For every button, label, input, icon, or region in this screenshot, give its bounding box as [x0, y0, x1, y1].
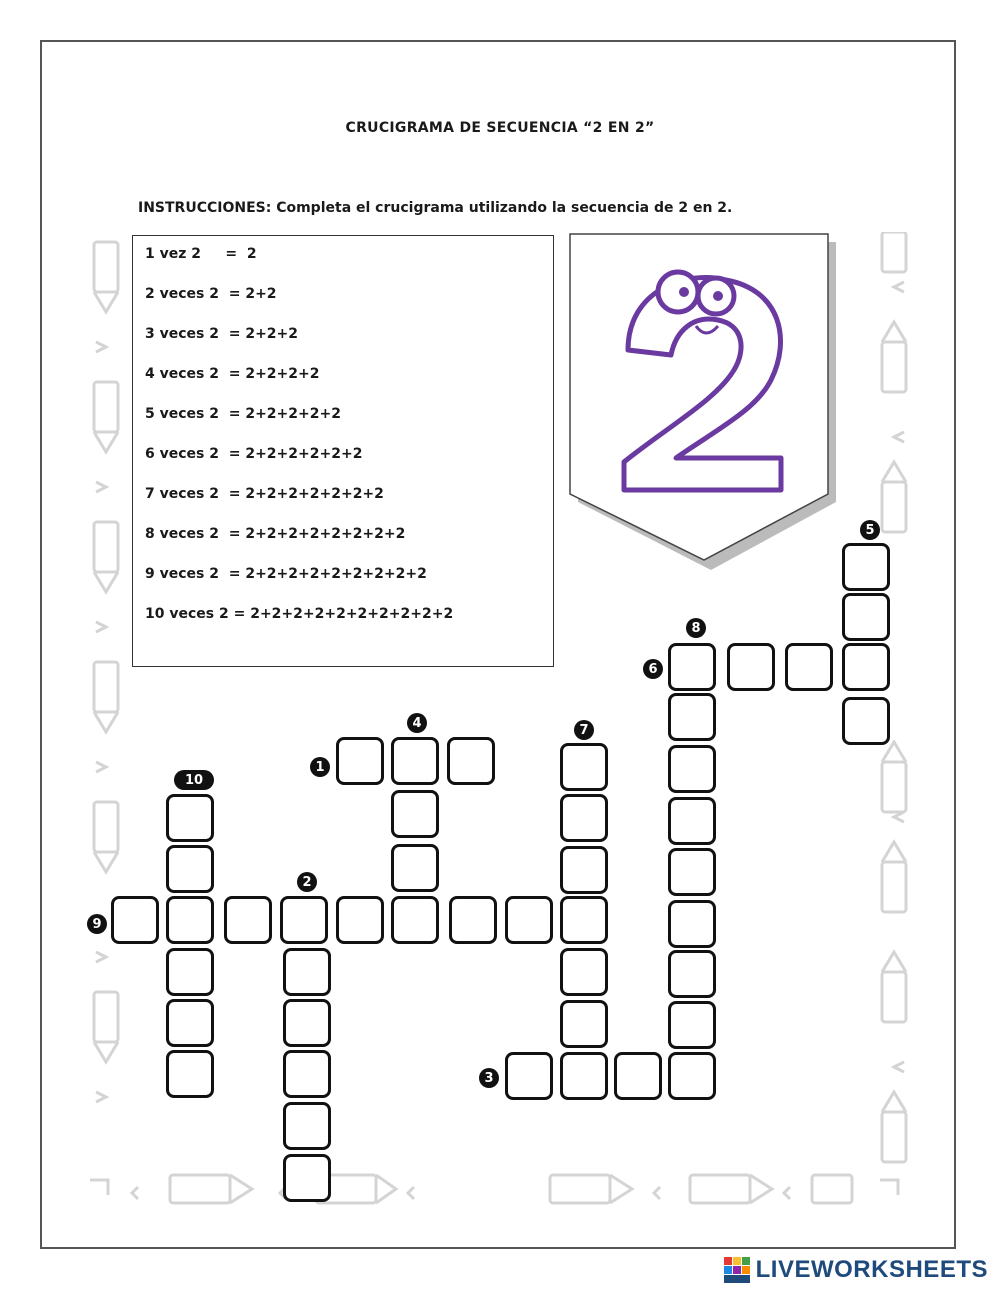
crossword-cell[interactable] — [166, 794, 214, 842]
crossword-cell[interactable] — [391, 790, 439, 838]
crossword-cell[interactable] — [560, 948, 608, 996]
crossword-cell[interactable] — [668, 797, 716, 845]
sequence-table — [132, 235, 554, 667]
crossword-cell[interactable] — [166, 1050, 214, 1098]
crossword-cell[interactable] — [560, 846, 608, 894]
clue-number-8: 8 — [686, 618, 706, 638]
crossword-cell[interactable] — [842, 543, 890, 591]
sequence-line: 7 veces 2 = 2+2+2+2+2+2+2 — [145, 486, 384, 502]
crossword-cell[interactable] — [283, 948, 331, 996]
sequence-line: 9 veces 2 = 2+2+2+2+2+2+2+2+2 — [145, 566, 427, 582]
sequence-line: 2 veces 2 = 2+2 — [145, 286, 277, 302]
crossword-cell[interactable] — [111, 896, 159, 944]
clue-number-10: 10 — [174, 770, 214, 790]
crossword-cell[interactable] — [280, 896, 328, 944]
crossword-cell[interactable] — [336, 896, 384, 944]
clue-number-6: 6 — [643, 659, 663, 679]
logo-mark-icon — [724, 1257, 750, 1283]
clue-number-4: 4 — [407, 713, 427, 733]
crossword-cell[interactable] — [283, 1154, 331, 1202]
clue-number-9: 9 — [87, 914, 107, 934]
crossword-cell[interactable] — [391, 896, 439, 944]
crossword-cell[interactable] — [391, 844, 439, 892]
crossword-cell[interactable] — [560, 1000, 608, 1048]
crossword-cell[interactable] — [505, 896, 553, 944]
crossword-cell[interactable] — [283, 999, 331, 1047]
crossword-cell[interactable] — [336, 737, 384, 785]
sequence-line: 6 veces 2 = 2+2+2+2+2+2 — [145, 446, 363, 462]
crossword-cell[interactable] — [560, 743, 608, 791]
crossword-cell[interactable] — [449, 896, 497, 944]
sequence-line: 4 veces 2 = 2+2+2+2 — [145, 366, 320, 382]
logo-text: LIVEWORKSHEETS — [755, 1256, 988, 1283]
clue-number-5: 5 — [860, 520, 880, 540]
crossword-cell[interactable] — [166, 948, 214, 996]
crossword-cell[interactable] — [166, 896, 214, 944]
crossword-cell[interactable] — [727, 643, 775, 691]
crossword-cell[interactable] — [505, 1052, 553, 1100]
crossword-cell[interactable] — [391, 737, 439, 785]
clue-number-3: 3 — [479, 1068, 499, 1088]
instructions-text: INSTRUCCIONES: Completa el crucigrama utilizando la secuencia de 2 en 2. — [138, 200, 733, 216]
crossword-cell[interactable] — [668, 950, 716, 998]
sequence-line: 1 vez 2 = 2 — [145, 246, 257, 262]
crossword-cell[interactable] — [842, 593, 890, 641]
liveworksheets-logo — [724, 1256, 988, 1284]
worksheet-title: CRUCIGRAMA DE SECUENCIA “2 EN 2” — [345, 120, 655, 136]
crossword-cell[interactable] — [560, 794, 608, 842]
crossword-cell[interactable] — [283, 1102, 331, 1150]
sequence-line: 5 veces 2 = 2+2+2+2+2 — [145, 406, 341, 422]
clue-number-7: 7 — [574, 720, 594, 740]
sequence-line: 3 veces 2 = 2+2+2 — [145, 326, 299, 342]
crossword-cell[interactable] — [560, 1052, 608, 1100]
crossword-cell[interactable] — [224, 896, 272, 944]
crossword-cell[interactable] — [842, 643, 890, 691]
crossword-cell[interactable] — [842, 697, 890, 745]
crossword-cell[interactable] — [283, 1050, 331, 1098]
crossword-cell[interactable] — [668, 848, 716, 896]
crossword-cell[interactable] — [668, 900, 716, 948]
crossword-cell[interactable] — [668, 745, 716, 793]
crossword-cell[interactable] — [668, 643, 716, 691]
sequence-line: 10 veces 2 = 2+2+2+2+2+2+2+2+2+2 — [145, 606, 454, 622]
clue-number-2: 2 — [297, 872, 317, 892]
crossword-cell[interactable] — [668, 1001, 716, 1049]
crossword-cell[interactable] — [785, 643, 833, 691]
crossword-cell[interactable] — [668, 693, 716, 741]
crossword-cell[interactable] — [166, 999, 214, 1047]
crossword-cell[interactable] — [560, 896, 608, 944]
crossword-cell[interactable] — [447, 737, 495, 785]
crossword-cell[interactable] — [166, 845, 214, 893]
crossword-cell[interactable] — [668, 1052, 716, 1100]
clue-number-1: 1 — [310, 757, 330, 777]
number-two-banner — [566, 230, 846, 575]
crossword-cell[interactable] — [614, 1052, 662, 1100]
sequence-line: 8 veces 2 = 2+2+2+2+2+2+2+2 — [145, 526, 406, 542]
